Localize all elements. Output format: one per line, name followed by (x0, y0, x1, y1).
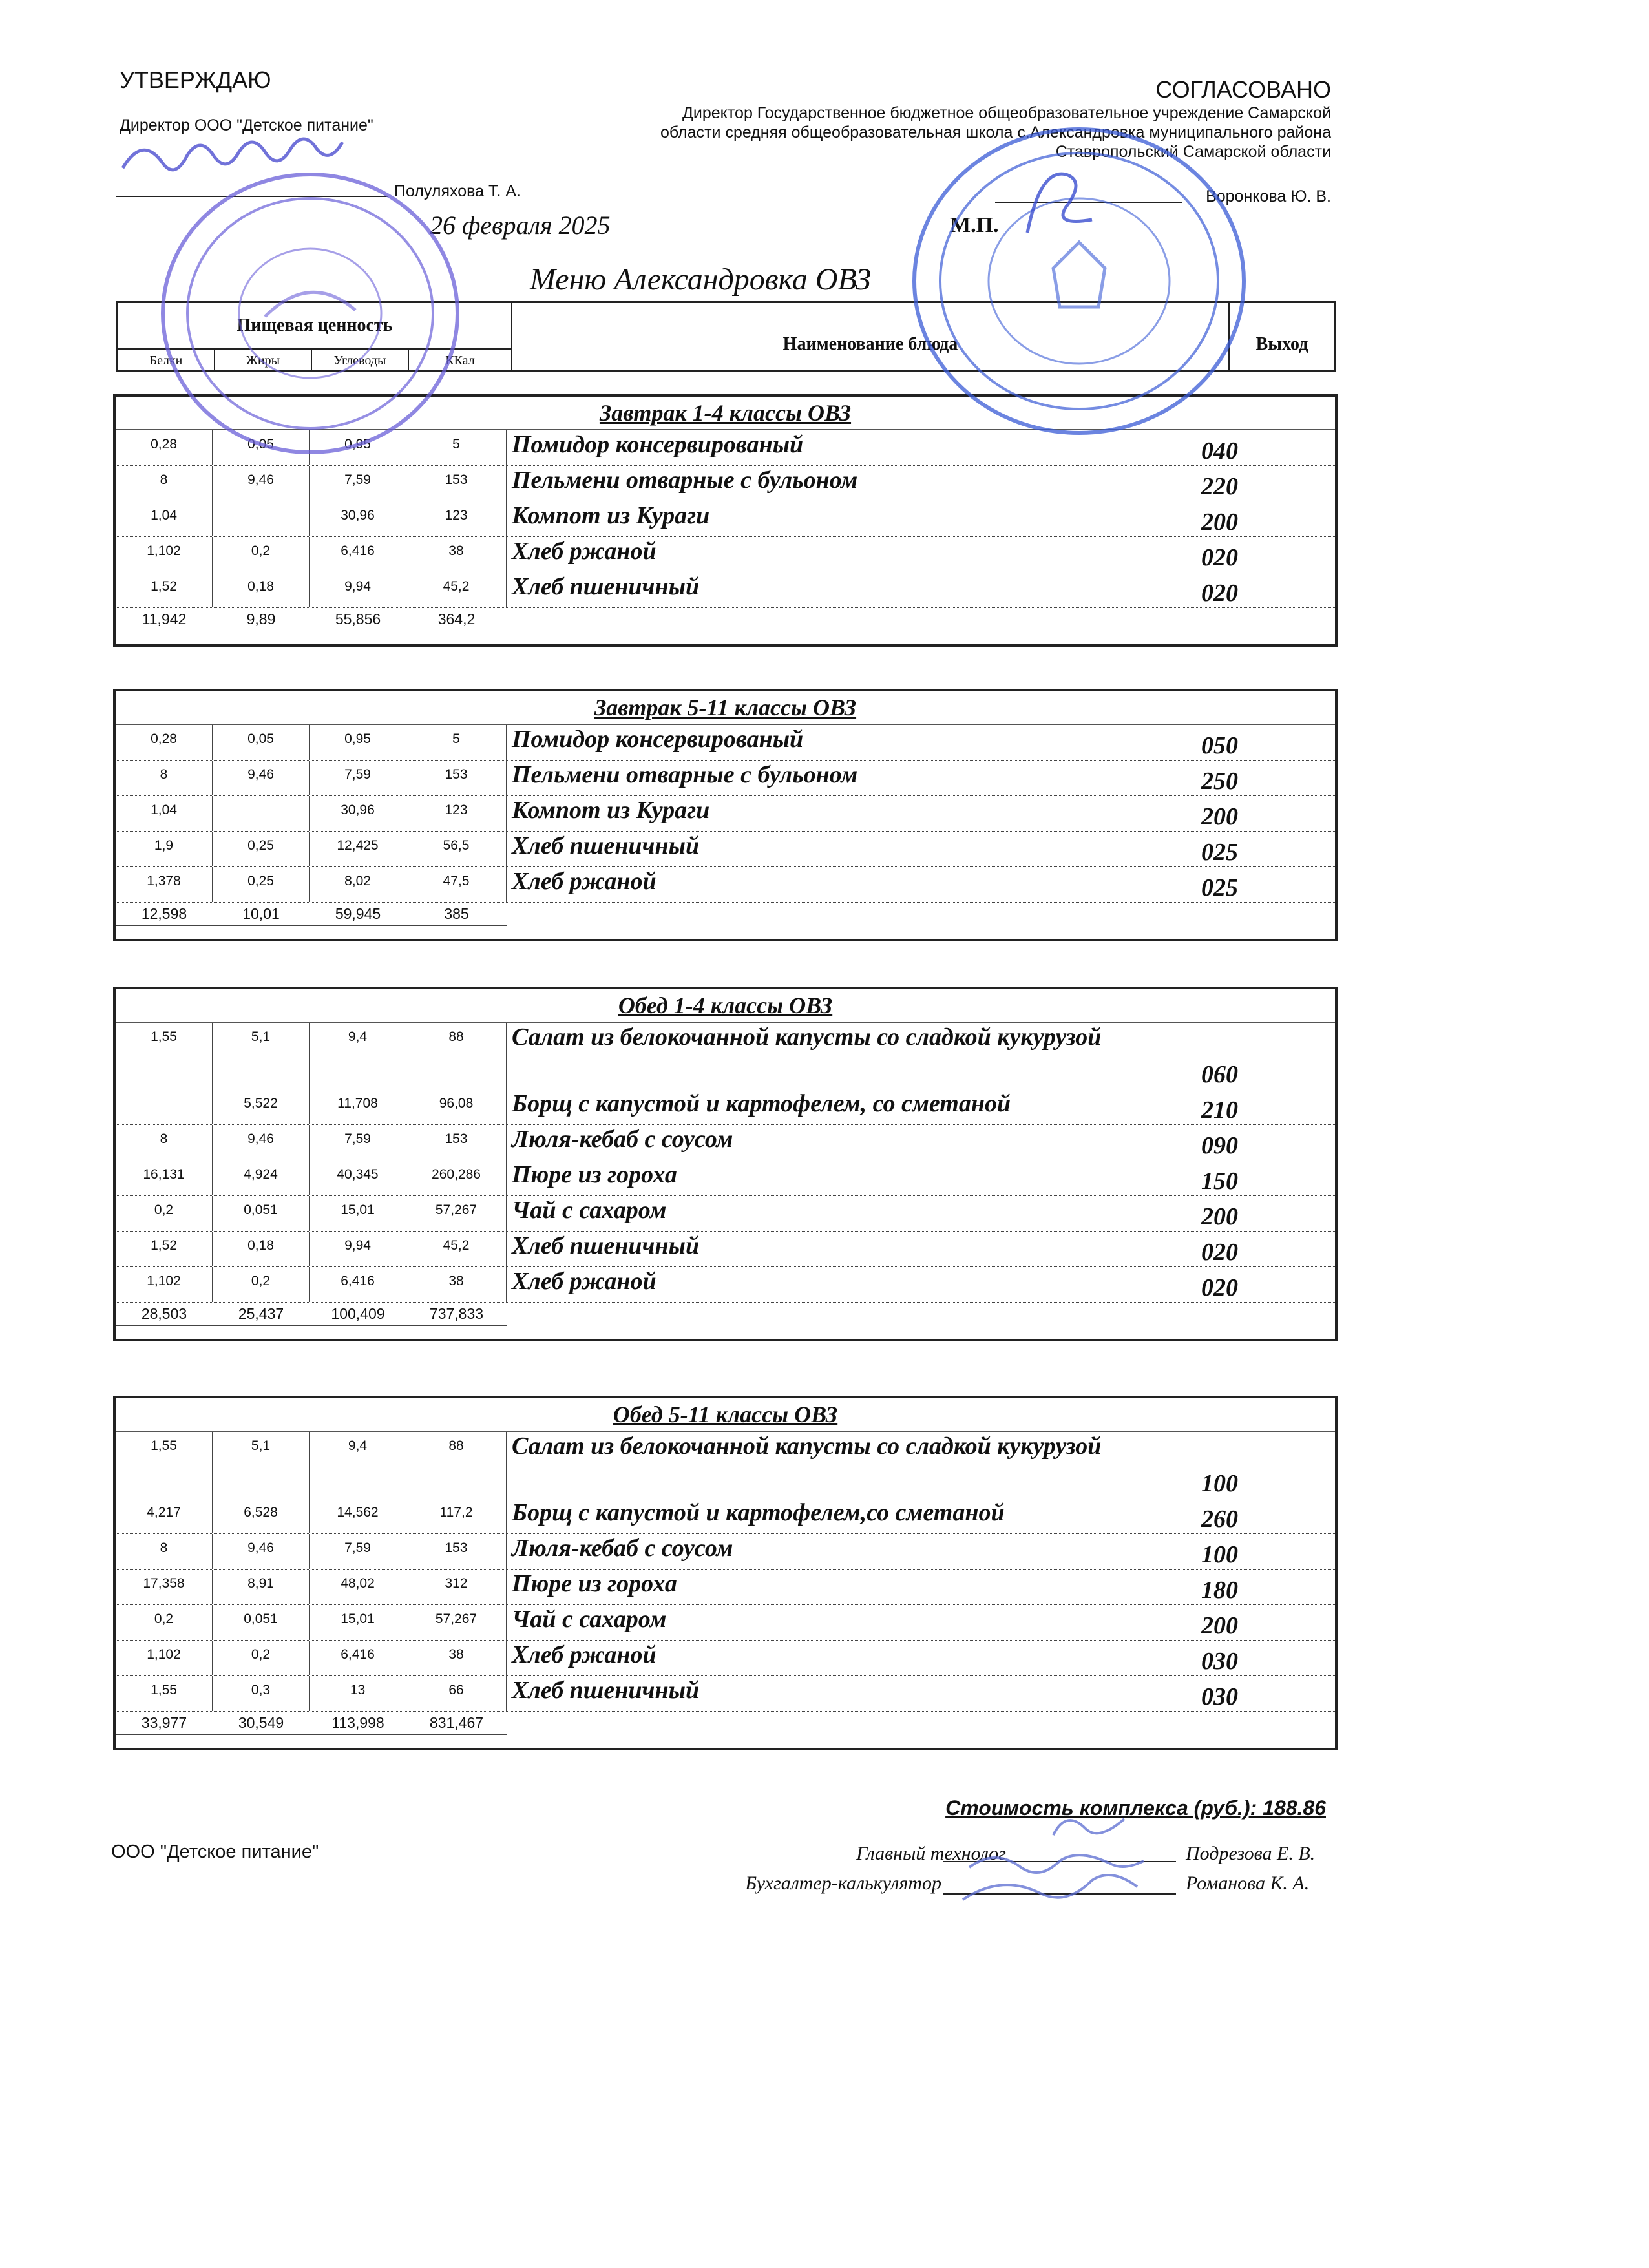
kcal-value: 123 (406, 501, 507, 536)
fat-value: 0,2 (213, 1641, 310, 1675)
total-protein: 12,598 (141, 905, 187, 922)
dish-name: Компот из Кураги (507, 501, 1104, 536)
fat-value: 0,25 (213, 867, 310, 902)
total-fat: 30,549 (238, 1714, 284, 1731)
kcal-value: 57,267 (406, 1196, 507, 1231)
kcal-value: 88 (406, 1023, 507, 1089)
fat-value: 0,05 (213, 725, 310, 760)
output-value: 250 (1201, 768, 1238, 795)
section-breakfast-5-11 (113, 689, 1338, 941)
carb-value: 12,425 (310, 832, 406, 866)
dish-name: Компот из Кураги (507, 796, 1104, 831)
protein-value: 1,55 (116, 1676, 213, 1711)
menu-title: Меню Александровка ОВЗ (530, 262, 871, 297)
dish-name: Чай с сахаром (507, 1196, 1104, 1231)
fat-value: 5,1 (213, 1023, 310, 1089)
dish-name: Хлеб пшеничный (507, 1232, 1104, 1266)
kcal-value: 117,2 (406, 1498, 507, 1533)
menu-row (116, 501, 1335, 537)
menu-row (116, 1125, 1335, 1160)
dish-name: Хлеб ржаной (507, 1267, 1104, 1302)
protein-value: 1,04 (116, 796, 213, 831)
menu-row (116, 725, 1335, 761)
fat-value: 0,051 (213, 1196, 310, 1231)
output-value: 100 (1201, 1470, 1238, 1497)
agreed-name: Воронкова Ю. В. (1206, 187, 1331, 205)
menu-row (116, 1641, 1335, 1676)
total-kcal: 831,467 (429, 1714, 484, 1731)
carb-value: 48,02 (310, 1570, 406, 1604)
menu-row (116, 466, 1335, 501)
output-value: 020 (1201, 1274, 1238, 1301)
dish-name-header: Наименование блюда (512, 303, 1230, 370)
tech-name: Подрезова Е. В. (1186, 1843, 1316, 1864)
carb-value: 6,416 (310, 1267, 406, 1302)
fat-value: 0,051 (213, 1605, 310, 1640)
approve-position: Директор ООО "Детское питание" (120, 116, 373, 134)
footer-org: ООО "Детское питание" (111, 1842, 319, 1862)
fat-value: 0,25 (213, 832, 310, 866)
carb-value: 30,96 (310, 796, 406, 831)
menu-row (116, 1232, 1335, 1267)
organization-stamp (149, 162, 472, 465)
fat-value: 0,2 (213, 1267, 310, 1302)
fat-value: 8,91 (213, 1570, 310, 1604)
total-carb: 55,856 (335, 611, 381, 627)
carb-value: 9,4 (310, 1432, 406, 1498)
carb-value: 6,416 (310, 1641, 406, 1675)
kcal-value: 38 (406, 1641, 507, 1675)
kcal-value: 5 (406, 725, 507, 760)
dish-name: Помидор консервированый (507, 430, 1104, 465)
output-value: 200 (1201, 509, 1238, 536)
dish-name: Хлеб ржаной (507, 537, 1104, 572)
protein-value: 8 (116, 1125, 213, 1160)
output-value: 060 (1201, 1061, 1238, 1088)
protein-value: 0,2 (116, 1605, 213, 1640)
menu-row (116, 1498, 1335, 1534)
section-title: Завтрак 1-4 классы ОВЗ (116, 397, 1335, 430)
output-header: Выход (1255, 334, 1308, 354)
output-value: 260 (1201, 1506, 1238, 1533)
dish-name: Хлеб пшеничный (507, 572, 1104, 607)
dish-name: Пельмени отварные с бульоном (507, 761, 1104, 795)
fat-value: 9,46 (213, 466, 310, 501)
kcal-value: 45,2 (406, 1232, 507, 1266)
fat-value: 9,46 (213, 1125, 310, 1160)
carb-value: 7,59 (310, 761, 406, 795)
agreed-position: Директор Государственное бюджетное общеобразовательное учреждение Самарской области средняя общеобразовательная школа с.Александровка муниципального района Ставропольский Самарской области (660, 104, 1331, 161)
fat-value: 0,18 (213, 572, 310, 607)
total-protein: 11,942 (142, 611, 187, 627)
section-lunch-1-4 (113, 987, 1338, 1341)
section-lunch-5-11 (113, 1396, 1338, 1750)
protein-value: 17,358 (116, 1570, 213, 1604)
dish-name: Люля-кебаб с соусом (507, 1534, 1104, 1569)
fat-value (213, 501, 310, 536)
protein-value: 1,55 (116, 1432, 213, 1498)
menu-row (116, 1534, 1335, 1570)
tech-label: Главный технолог (856, 1843, 1006, 1864)
menu-row (116, 796, 1335, 832)
protein-value: 8 (116, 466, 213, 501)
kcal-value: 38 (406, 1267, 507, 1302)
menu-row (116, 1432, 1335, 1498)
dish-name: Помидор консервированый (507, 725, 1104, 760)
output-value: 050 (1201, 732, 1238, 759)
kcal-value: 260,286 (406, 1160, 507, 1195)
protein-value: 1,102 (116, 1267, 213, 1302)
approve-name: Полуляхова Т. А. (394, 182, 521, 200)
output-value: 020 (1201, 1239, 1238, 1266)
protein-value (116, 1089, 213, 1124)
carbs-header: Углеводы (312, 350, 409, 372)
carb-value: 0,95 (310, 725, 406, 760)
fat-value: 5,1 (213, 1432, 310, 1498)
carb-value: 7,59 (310, 1125, 406, 1160)
carb-value: 11,708 (310, 1089, 406, 1124)
carb-value: 15,01 (310, 1605, 406, 1640)
dish-name: Салат из белокочанной капусты со сладкой кукурузой (507, 1432, 1104, 1498)
carb-value: 8,02 (310, 867, 406, 902)
output-value: 220 (1201, 473, 1238, 500)
output-value: 200 (1201, 1203, 1238, 1230)
total-protein: 33,977 (141, 1714, 187, 1731)
output-value: 090 (1201, 1132, 1238, 1159)
output-value: 030 (1201, 1648, 1238, 1675)
carb-value: 9,94 (310, 572, 406, 607)
protein-value: 16,131 (116, 1160, 213, 1195)
protein-value: 1,9 (116, 832, 213, 866)
totals-row (116, 903, 1335, 926)
fat-value: 0,2 (213, 537, 310, 572)
output-value: 150 (1201, 1168, 1238, 1195)
kcal-value: 57,267 (406, 1605, 507, 1640)
totals-row (116, 1303, 1335, 1326)
acc-name: Романова К. А. (1186, 1873, 1310, 1894)
agreed-title: СОГЛАСОВАНО (1155, 76, 1331, 103)
dish-name: Чай с сахаром (507, 1605, 1104, 1640)
agreed-signature (1014, 155, 1118, 246)
carb-value: 9,94 (310, 1232, 406, 1266)
kcal-value: 153 (406, 466, 507, 501)
menu-row (116, 1196, 1335, 1232)
menu-row (116, 867, 1335, 903)
output-value: 025 (1201, 839, 1238, 866)
complex-cost: Стоимость комплекса (руб.): 188.86 (945, 1796, 1326, 1820)
carb-value: 9,4 (310, 1023, 406, 1089)
output-value: 030 (1201, 1683, 1238, 1710)
kcal-value: 56,5 (406, 832, 507, 866)
fat-value: 9,46 (213, 1534, 310, 1569)
menu-row (116, 1605, 1335, 1641)
proteins-header: Белки (118, 350, 215, 372)
protein-value: 1,102 (116, 537, 213, 572)
dish-name: Борщ с капустой и картофелем,со сметаной (507, 1498, 1104, 1533)
dish-name: Салат из белокочанной капусты со сладкой кукурузой (507, 1023, 1104, 1089)
section-title: Завтрак 5-11 классы ОВЗ (116, 691, 1335, 725)
output-value: 100 (1201, 1541, 1238, 1568)
staff-signatures (956, 1809, 1163, 1913)
menu-row (116, 1023, 1335, 1089)
fat-value: 0,18 (213, 1232, 310, 1266)
carb-value: 13 (310, 1676, 406, 1711)
kcal-value: 66 (406, 1676, 507, 1711)
protein-value: 1,52 (116, 572, 213, 607)
total-carb: 59,945 (335, 905, 381, 922)
fat-value: 0,05 (213, 430, 310, 465)
menu-row (116, 1570, 1335, 1605)
kcal-value: 47,5 (406, 867, 507, 902)
protein-value: 8 (116, 1534, 213, 1569)
fat-value: 5,522 (213, 1089, 310, 1124)
menu-row (116, 1089, 1335, 1125)
kcal-value: 123 (406, 796, 507, 831)
output-value: 210 (1201, 1097, 1238, 1124)
output-value: 040 (1201, 437, 1238, 465)
fats-header: Жиры (215, 350, 312, 372)
kcal-value: 5 (406, 430, 507, 465)
kcal-value: 96,08 (406, 1089, 507, 1124)
approve-title: УТВЕРЖДАЮ (120, 67, 271, 93)
dish-name: Хлеб пшеничный (507, 1676, 1104, 1711)
totals-row (116, 1712, 1335, 1735)
fat-value: 4,924 (213, 1160, 310, 1195)
menu-row (116, 537, 1335, 572)
protein-value: 0,2 (116, 1196, 213, 1231)
dish-name: Пельмени отварные с бульоном (507, 466, 1104, 501)
output-value: 020 (1201, 580, 1238, 607)
mp-label: М.П. (950, 213, 999, 237)
fat-value (213, 796, 310, 831)
total-protein: 28,503 (141, 1305, 187, 1322)
director-signature (116, 129, 401, 200)
dish-name: Пюре из гороха (507, 1160, 1104, 1195)
dish-name: Пюре из гороха (507, 1570, 1104, 1604)
kcal-value: 88 (406, 1432, 507, 1498)
carb-value: 0,95 (310, 430, 406, 465)
menu-row (116, 1267, 1335, 1303)
menu-row (116, 572, 1335, 608)
carb-value: 15,01 (310, 1196, 406, 1231)
output-value: 200 (1201, 803, 1238, 830)
menu-row (116, 832, 1335, 867)
total-fat: 10,01 (242, 905, 280, 922)
carb-value: 30,96 (310, 501, 406, 536)
protein-value: 1,102 (116, 1641, 213, 1675)
kcal-value: 153 (406, 1534, 507, 1569)
carb-value: 7,59 (310, 466, 406, 501)
dish-name: Борщ с капустой и картофелем, со сметаной (507, 1089, 1104, 1124)
menu-row (116, 1160, 1335, 1196)
kcal-value: 45,2 (406, 572, 507, 607)
protein-value: 0,28 (116, 725, 213, 760)
dish-name: Люля-кебаб с соусом (507, 1125, 1104, 1160)
kcal-header: ККал (409, 350, 512, 372)
carb-value: 6,416 (310, 537, 406, 572)
protein-value: 8 (116, 761, 213, 795)
dish-name: Хлеб ржаной (507, 1641, 1104, 1675)
total-fat: 9,89 (246, 611, 276, 627)
protein-value: 1,04 (116, 501, 213, 536)
protein-value: 0,28 (116, 430, 213, 465)
dish-name: Хлеб ржаной (507, 867, 1104, 902)
fat-value: 6,528 (213, 1498, 310, 1533)
total-kcal: 385 (444, 905, 469, 922)
total-carb: 100,409 (331, 1305, 385, 1322)
approve-date: 26 февраля 2025 (430, 211, 611, 240)
carb-value: 40,345 (310, 1160, 406, 1195)
carb-value: 14,562 (310, 1498, 406, 1533)
kcal-value: 312 (406, 1570, 507, 1604)
carb-value: 7,59 (310, 1534, 406, 1569)
output-value: 020 (1201, 544, 1238, 571)
acc-label: Бухгалтер-калькулятор (745, 1873, 941, 1894)
total-kcal: 737,833 (429, 1305, 484, 1322)
protein-value: 1,55 (116, 1023, 213, 1089)
menu-row (116, 761, 1335, 796)
protein-value: 1,378 (116, 867, 213, 902)
total-carb: 113,998 (331, 1714, 384, 1731)
fat-value: 9,46 (213, 761, 310, 795)
output-value: 180 (1201, 1577, 1238, 1604)
total-fat: 25,437 (238, 1305, 284, 1322)
kcal-value: 38 (406, 537, 507, 572)
dish-name: Хлеб пшеничный (507, 832, 1104, 866)
output-value: 025 (1201, 874, 1238, 901)
kcal-value: 153 (406, 1125, 507, 1160)
fat-value: 0,3 (213, 1676, 310, 1711)
nutrition-header: Пищевая ценность (118, 303, 512, 350)
total-kcal: 364,2 (437, 611, 476, 627)
protein-value: 1,52 (116, 1232, 213, 1266)
menu-row (116, 1676, 1335, 1712)
kcal-value: 153 (406, 761, 507, 795)
section-title: Обед 5-11 классы ОВЗ (116, 1398, 1335, 1432)
output-value: 200 (1201, 1612, 1238, 1639)
section-title: Обед 1-4 классы ОВЗ (116, 989, 1335, 1023)
protein-value: 4,217 (116, 1498, 213, 1533)
totals-row (116, 608, 1335, 631)
